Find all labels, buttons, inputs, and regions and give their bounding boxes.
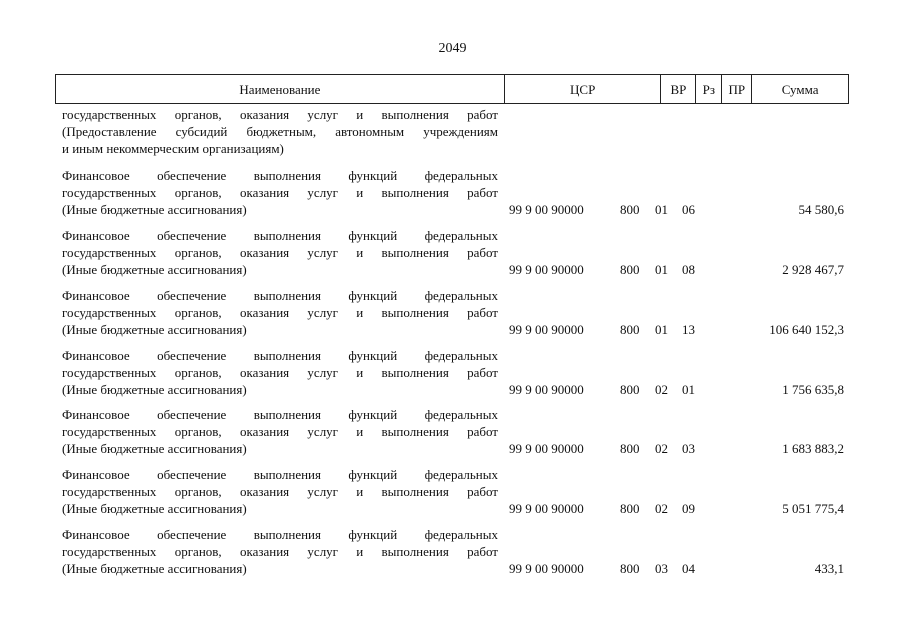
row-name-line: государственных органов, оказания услуг и выполнения работ: [62, 365, 498, 380]
table-row: [0, 406, 905, 466]
row-csr: 99 9 00 90000: [509, 202, 584, 217]
row-name-line: Финансовое обеспечение выполнения функций федеральных: [62, 407, 498, 422]
header-vr: ВР: [661, 75, 696, 103]
row-sum: 5 051 775,4: [782, 501, 844, 516]
row-csr: 99 9 00 90000: [509, 262, 584, 277]
table-row: [0, 227, 905, 287]
row-name-line: (Иные бюджетные ассигнования): [62, 382, 247, 397]
row-sum: 54 580,6: [798, 202, 844, 217]
row-rz: 01: [655, 322, 668, 337]
row-sum: 1 683 883,2: [782, 441, 844, 456]
continuation-line: и иным некоммерческим организациям): [62, 141, 284, 156]
row-vr: 800: [620, 441, 640, 456]
row-rz: 02: [655, 441, 668, 456]
header-pr: ПР: [722, 75, 752, 103]
table-row: [0, 466, 905, 526]
row-name-line: государственных органов, оказания услуг и выполнения работ: [62, 424, 498, 439]
row-name: [62, 167, 498, 218]
row-pr: 09: [682, 501, 695, 516]
row-pr: 01: [682, 382, 695, 397]
row-rz: 01: [655, 262, 668, 277]
row-name-line: государственных органов, оказания услуг и выполнения работ: [62, 484, 498, 499]
row-sum: 2 928 467,7: [782, 262, 844, 277]
row-name-line: государственных органов, оказания услуг и выполнения работ: [62, 305, 498, 320]
row-csr: 99 9 00 90000: [509, 501, 584, 516]
row-sum: 1 756 635,8: [782, 382, 844, 397]
row-csr: 99 9 00 90000: [509, 322, 584, 337]
row-csr: 99 9 00 90000: [509, 382, 584, 397]
row-pr: 03: [682, 441, 695, 456]
table-row: [0, 167, 905, 227]
continuation-line: (Предоставление субсидий бюджетным, автономным учреждениям: [62, 124, 498, 139]
continuation-line: государственных органов, оказания услуг и выполнения работ: [62, 107, 498, 122]
row-name-line: (Иные бюджетные ассигнования): [62, 501, 247, 516]
row-name-line: Финансовое обеспечение выполнения функций федеральных: [62, 168, 498, 183]
row-name: [62, 406, 498, 457]
row-name-line: (Иные бюджетные ассигнования): [62, 262, 247, 277]
table-row: [0, 287, 905, 347]
page-number: 2049: [438, 41, 467, 56]
row-pr: 13: [682, 322, 695, 337]
table-header: [55, 74, 849, 104]
row-name-line: государственных органов, оказания услуг и выполнения работ: [62, 185, 498, 200]
row-name: [62, 287, 498, 338]
row-name-line: Финансовое обеспечение выполнения функций федеральных: [62, 348, 498, 363]
row-name-line: (Иные бюджетные ассигнования): [62, 561, 247, 576]
row-sum: 106 640 152,3: [769, 322, 844, 337]
row-name-line: (Иные бюджетные ассигнования): [62, 441, 247, 456]
row-vr: 800: [620, 322, 640, 337]
row-name: [62, 347, 498, 398]
row-rz: 03: [655, 561, 668, 576]
row-rz: 02: [655, 382, 668, 397]
row-name: [62, 227, 498, 278]
row-name-line: Финансовое обеспечение выполнения функций федеральных: [62, 467, 498, 482]
row-pr: 04: [682, 561, 695, 576]
row-vr: 800: [620, 262, 640, 277]
row-name-line: Финансовое обеспечение выполнения функций федеральных: [62, 228, 498, 243]
row-name: [62, 466, 498, 517]
row-name-line: Финансовое обеспечение выполнения функций федеральных: [62, 288, 498, 303]
row-rz: 01: [655, 202, 668, 217]
row-name-line: государственных органов, оказания услуг и выполнения работ: [62, 245, 498, 260]
row-sum: 433,1: [814, 561, 844, 576]
row-csr: 99 9 00 90000: [509, 561, 584, 576]
row-name-line: (Иные бюджетные ассигнования): [62, 202, 247, 217]
table-row: [0, 526, 905, 586]
row-pr: 08: [682, 262, 695, 277]
row-rz: 02: [655, 501, 668, 516]
table-row: [0, 347, 905, 407]
row-name: [62, 526, 498, 577]
row-name-line: Финансовое обеспечение выполнения функций федеральных: [62, 527, 498, 542]
row-name-line: (Иные бюджетные ассигнования): [62, 322, 247, 337]
header-rz: Рз: [696, 75, 722, 103]
header-csr: ЦСР: [505, 75, 662, 103]
row-pr: 06: [682, 202, 695, 217]
row-name-line: государственных органов, оказания услуг и выполнения работ: [62, 544, 498, 559]
row-vr: 800: [620, 382, 640, 397]
header-name: Наименование: [56, 75, 505, 103]
row-vr: 800: [620, 561, 640, 576]
continuation-text: [62, 106, 498, 157]
row-csr: 99 9 00 90000: [509, 441, 584, 456]
row-vr: 800: [620, 202, 640, 217]
row-vr: 800: [620, 501, 640, 516]
header-sum: Сумма: [781, 81, 819, 97]
